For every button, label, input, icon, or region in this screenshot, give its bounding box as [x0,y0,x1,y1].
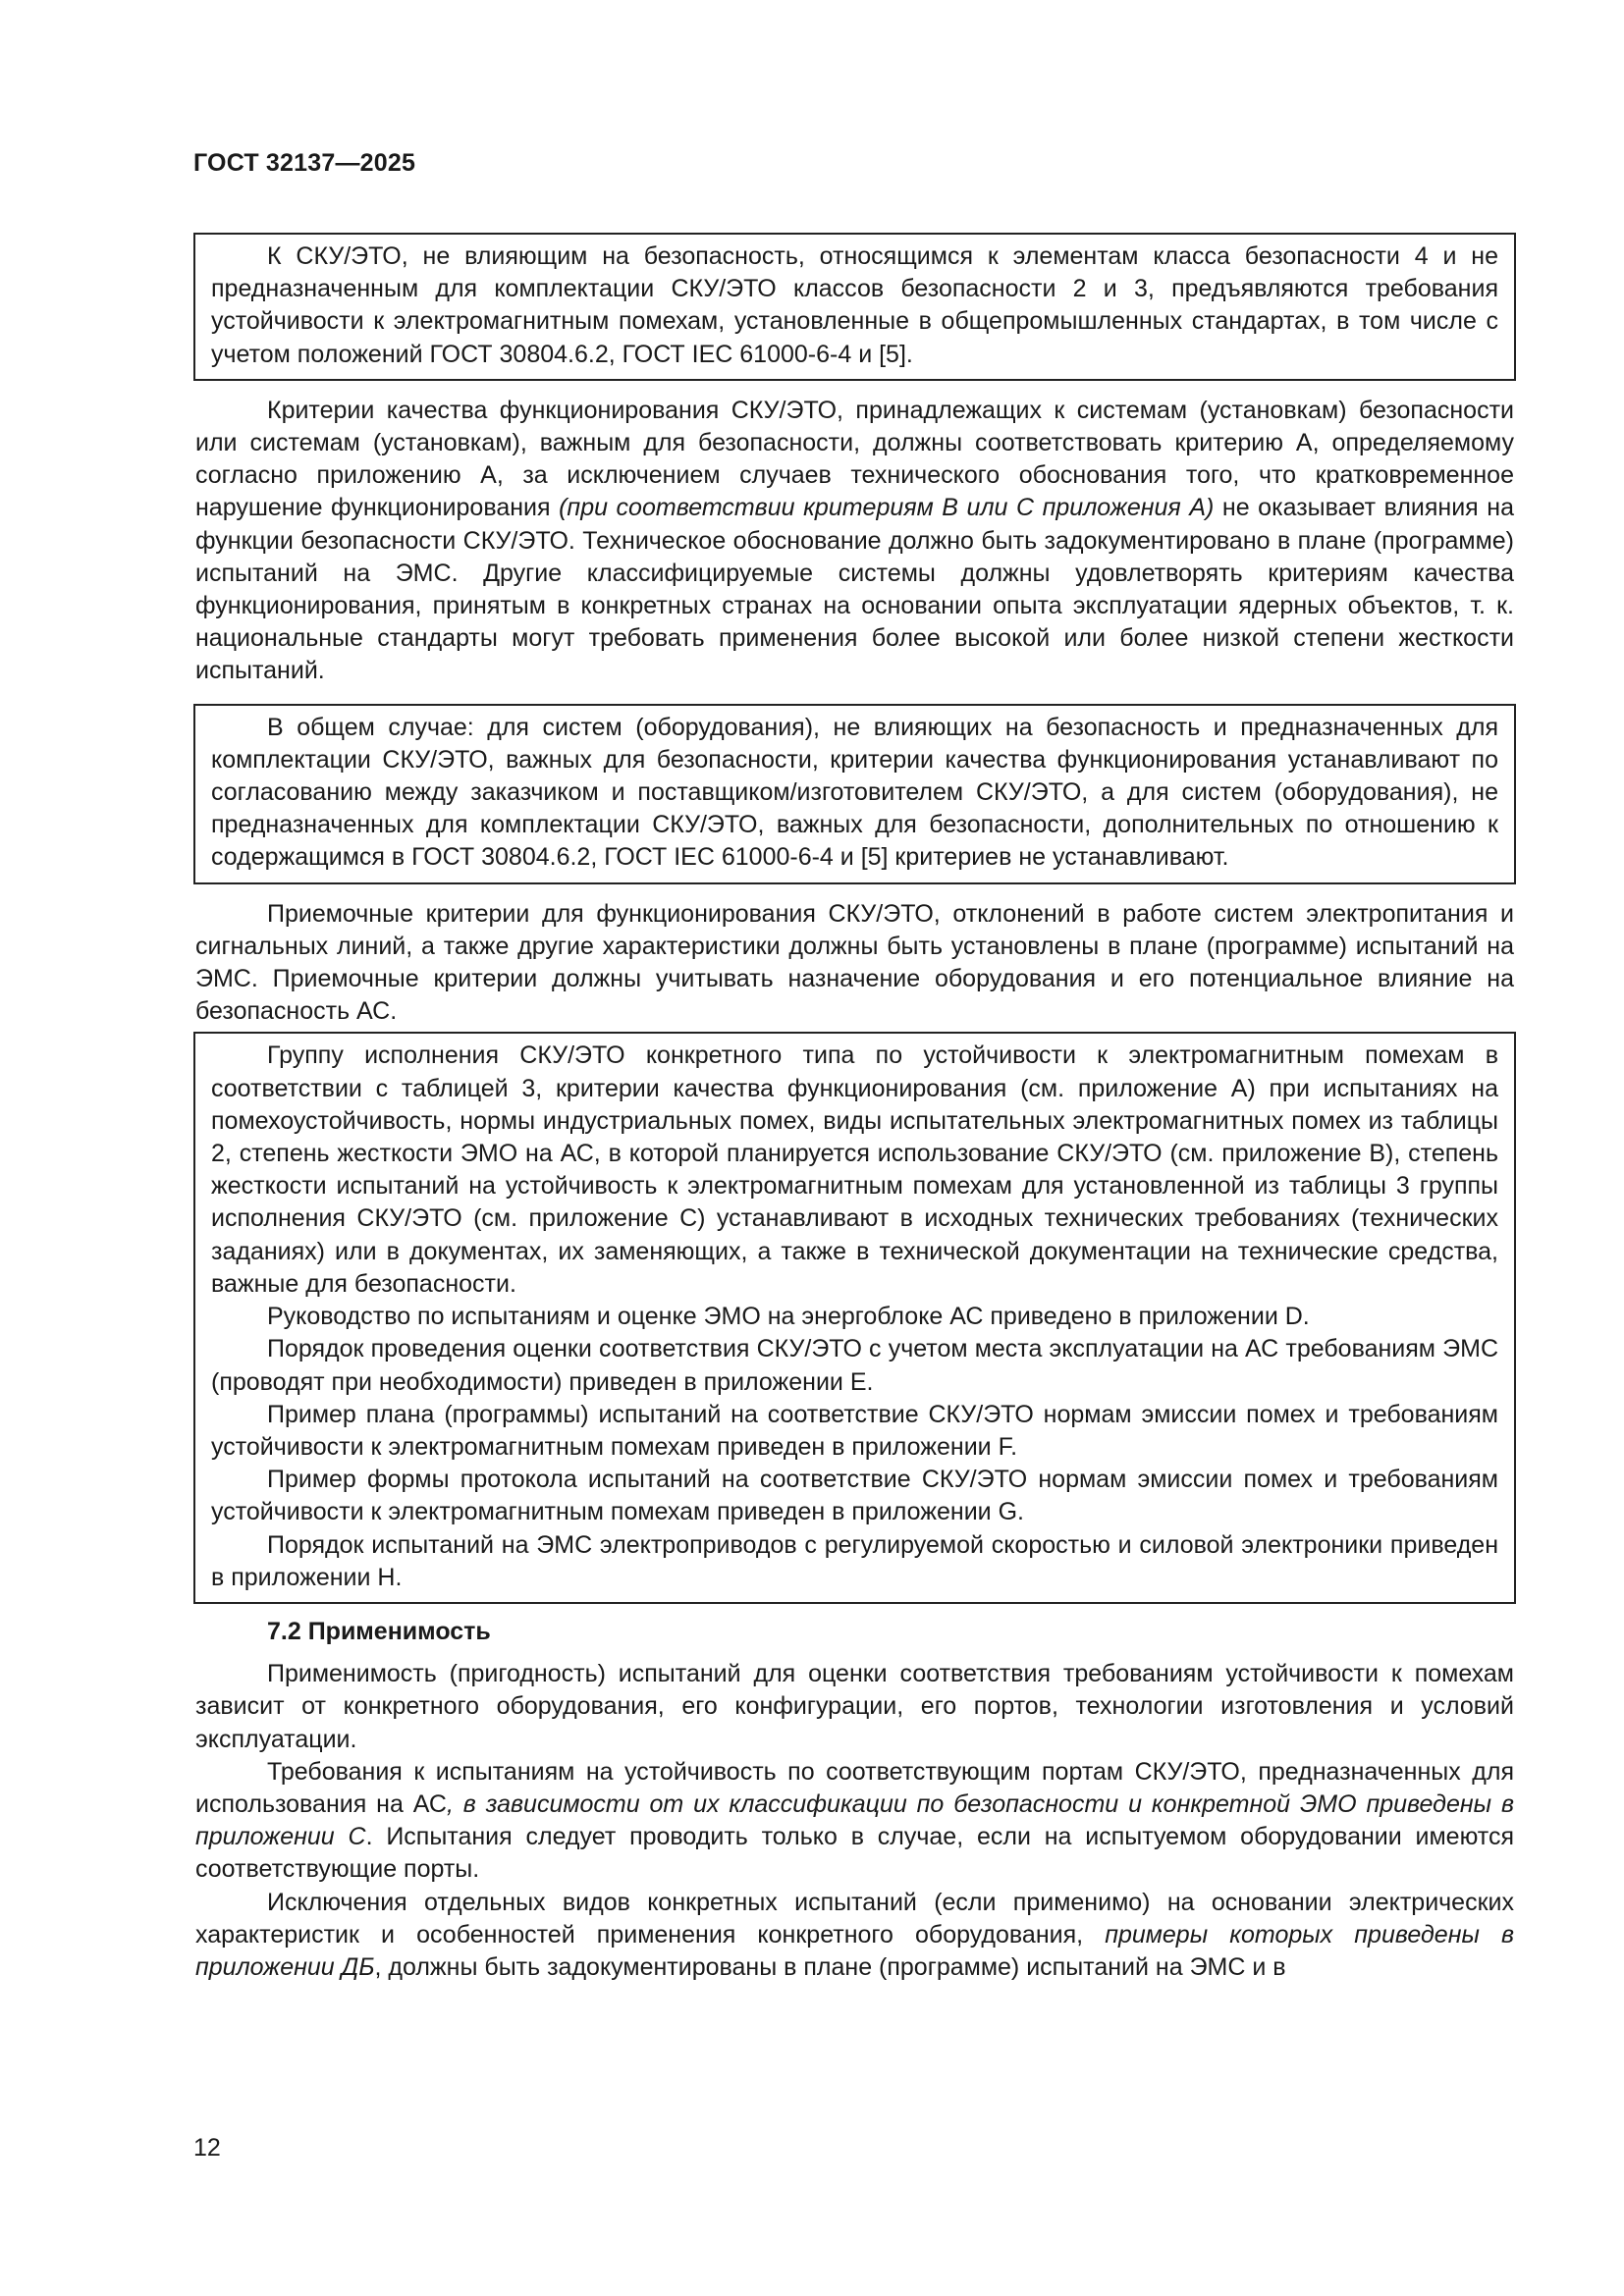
box-3-paragraph-1: Группу исполнения СКУ/ЭТО конкретного типа по устойчивости к электромагнитным помехам в соответствии с таблицей 3, критерии качества функционирования (см. приложение А) при испытаниях на помехоустойчивость, нормы индустриальных помех, виды испытательных электромагнитных помех из таблицы 2, степень жесткости ЭМО на АС, в которой планируется использование СКУ/ЭТО (см. приложение В), степень жесткости испытаний на устойчивость к электромагнитным помехам для установленной из таблицы 3 группы исполнения СКУ/ЭТО (см. приложение С) устанавливают в исходных технических требованиях (технических заданиях) или в документах, их заменяющих, а также в технической документации на технические средства, важные для безопасности. [211,1041,1498,1298]
box-3-paragraph-4: Пример плана (программы) испытаний на соответствие СКУ/ЭТО нормам эмиссии помех и требованиям устойчивости к электромагнитным помехам приведен в приложении F. [211,1400,1498,1461]
paragraph-acceptance [193,898,1516,1029]
section-paragraph-2-part-1: Требования к испытаниям на устойчивость по соответствующим портам СКУ/ЭТО, предназначенных для использования на АС [195,1757,1514,1818]
box-1-text: К СКУ/ЭТО, не влияющим на безопасность, относящимся к элементам класса безопасности 4 и не предназначенным для комплектации СКУ/ЭТО классов безопасности 2 и 3, предъявляются требования устойчивости к электромагнитным помехам, установленные в общепромышленных стандартах, в том числе с учетом положений ГОСТ 30804.6.2, ГОСТ IEC 61000-6-4 и [5]. [211,242,1498,368]
section-paragraph-3-part-1: Исключения отдельных видов конкретных испытаний (если применимо) на основании электрических характеристик и особенностей применения конкретного оборудования, [195,1888,1514,1949]
note-box-3 [193,1032,1516,1603]
box-3-paragraph-5: Пример формы протокола испытаний на соответствие СКУ/ЭТО нормам эмиссии помех и требованиям устойчивости к электромагнитным помехам приведен в приложении G. [211,1466,1498,1526]
paragraph-1 [195,395,1514,688]
section-paragraph-2-italic: , в зависимости от их классификации по безопасности и конкретной ЭМО приведены в приложении С [195,1789,1514,1851]
paragraph-1-italic: (при соответствии критериям В или С приложения А) [559,494,1215,522]
box-2-text: В общем случае: для систем (оборудования), не влияющих на безопасность и предназначенных для комплектации СКУ/ЭТО, важных для безопасности, критерии качества функционирования устанавливают по согласованию между заказчиком и поставщиком/изготовителем СКУ/ЭТО, а для систем (оборудования), не предназначенных для комплектации СКУ/ЭТО, важных для безопасности, дополнительных по отношению к содержащимся в ГОСТ 30804.6.2, ГОСТ IEC 61000-6-4 и [5] критериев не устанавливают. [211,713,1498,872]
box-3-paragraph-3: Порядок проведения оценки соответствия СКУ/ЭТО с учетом места эксплуатации на АС требованиям ЭМС (проводят при необходимости) приведен в приложении Е. [211,1335,1498,1396]
page-content [193,233,1516,1984]
section-paragraph-3-part-2: , должны быть задокументированы в плане (программе) испытаний на ЭМС и в [374,1952,1286,1981]
note-box-1 [193,233,1516,381]
page-header: ГОСТ 32137—2025 [193,149,416,177]
paragraph-criteria [193,395,1516,688]
box-3-paragraph-2: Руководство по испытаниям и оценке ЭМО на энергоблоке АС приведено в приложении D. [267,1303,1310,1331]
section-paragraph-1: Применимость (пригодность) испытаний для оценки соответствия требованиям устойчивости к помехам зависит от конкретного оборудования, его конфигурации, его портов, технологии изготовления и условий эксплуатации. [195,1660,1514,1753]
section-paragraph-2-part-2: . Испытания следует проводить только в случае, если на испытуемом оборудовании имеются соответствующие порты. [195,1823,1514,1884]
section-7-2 [193,1616,1516,1984]
paragraph-1-part-1: Критерии качества функционирования СКУ/ЭТО, принадлежащих к системам (установкам) безопасности или системам (установкам), важным для безопасности, должны соответствовать критерию А, определяемому согласно приложению А, за исключением случаев технического обоснования того, что кратковременное нарушение функционирования [195,396,1514,522]
note-box-2 [193,704,1516,884]
section-paragraph-3 [195,1887,1514,1985]
paragraph-1-part-2: не оказывает влияния на функции безопасности СКУ/ЭТО. Техническое обоснование должно быть задокументировано в плане (программе) испытаний на ЭМС. Другие классифицируемые системы должны удовлетворять критериям качества функционирования, принятым в конкретных странах на основании опыта эксплуатации ядерных объектов, т. к. национальные стандарты могут требовать применения более высокой или более низкой степени жесткости испытаний. [195,494,1514,685]
section-heading: 7.2 Применимость [267,1617,491,1645]
page-number: 12 [193,2134,221,2162]
section-paragraph-2 [195,1756,1514,1887]
paragraph-2: Приемочные критерии для функционирования СКУ/ЭТО, отклонений в работе систем электропитания и сигнальных линий, а также другие характеристики должны быть установлены в плане (программе) испытаний на ЭМС. Приемочные критерии должны учитывать назначение оборудования и его потенциальное влияние на безопасность АС. [195,899,1514,1026]
box-3-paragraph-6: Порядок испытаний на ЭМС электроприводов с регулируемой скоростью и силовой электроники приведен в приложении Н. [211,1530,1498,1591]
section-paragraph-3-italic: примеры которых приведены в приложении ДБ [195,1920,1514,1981]
